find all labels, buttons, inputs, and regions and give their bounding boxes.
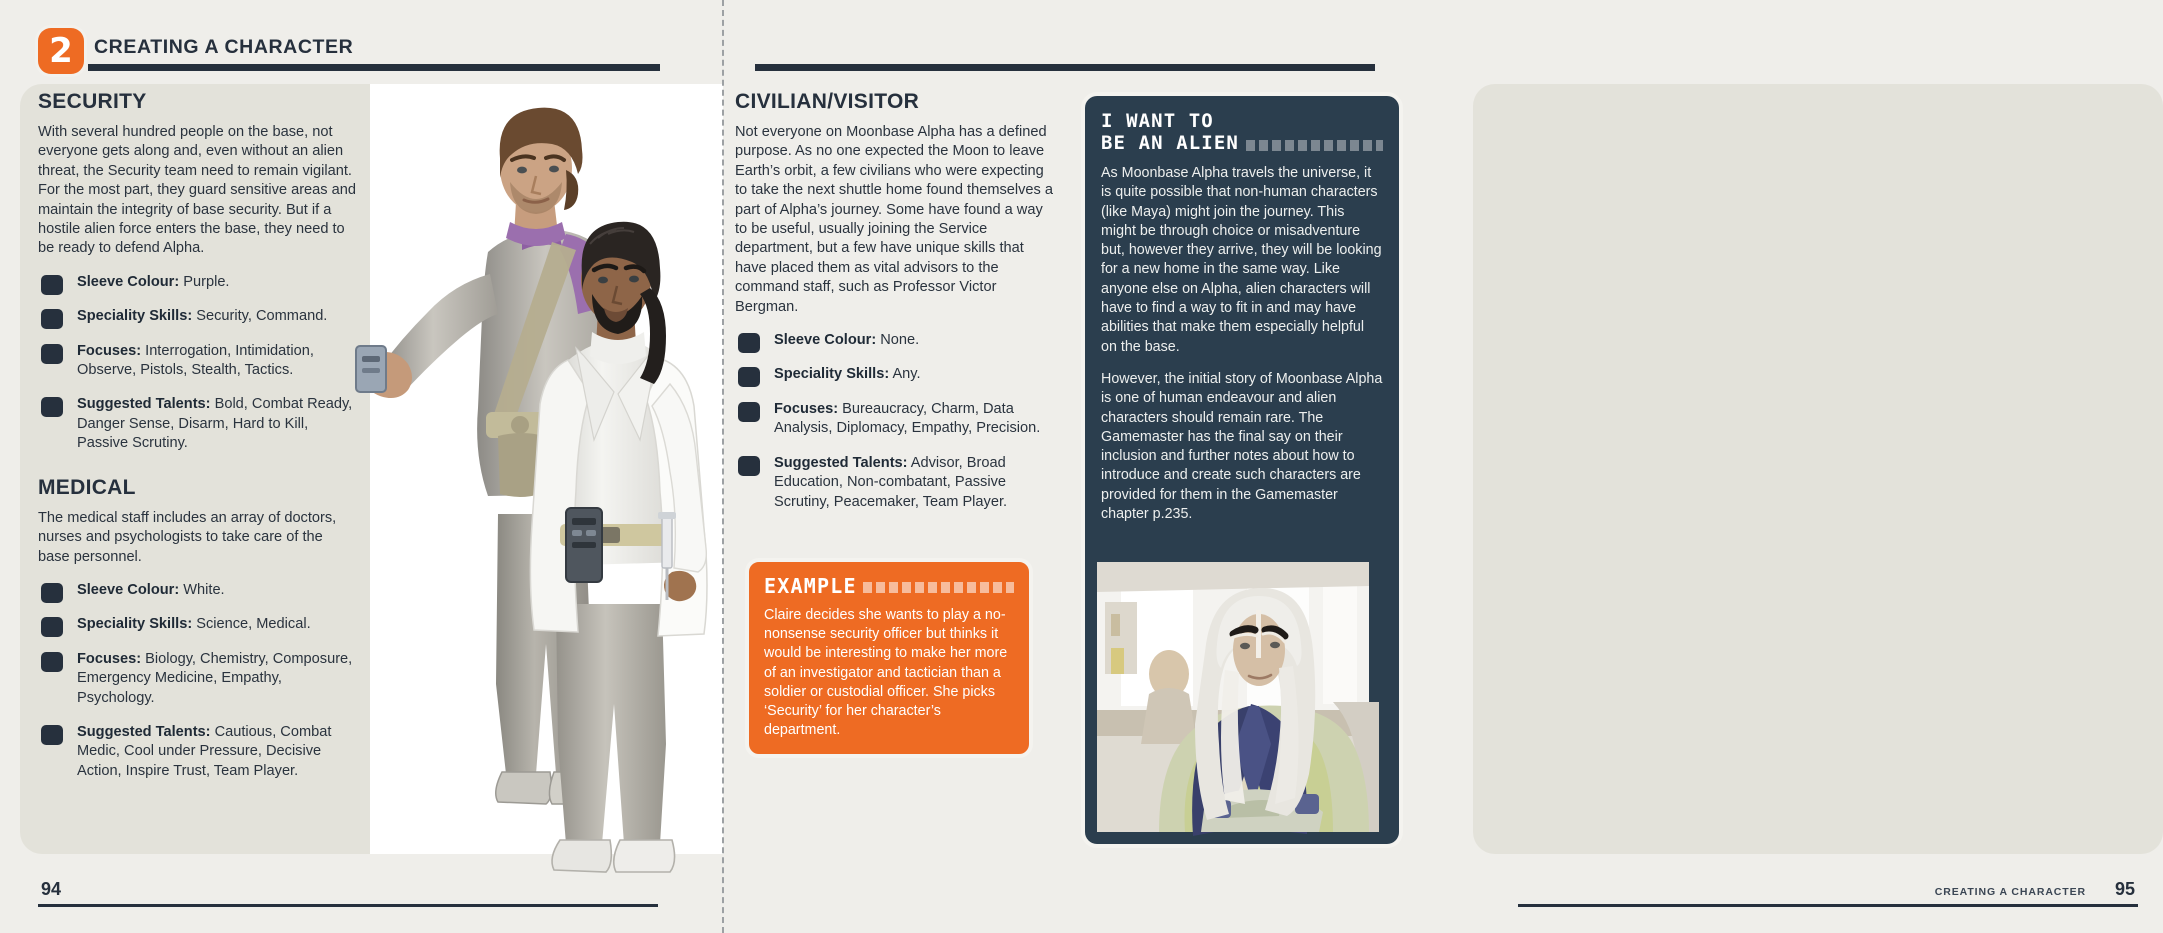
bullet-square-icon	[41, 652, 63, 672]
header-rule-right	[755, 64, 1375, 71]
section-body-medical: The medical staff includes an array of doctors, nurses and psychologists to take care of the base personnel.	[38, 509, 337, 565]
security-medical-column	[38, 90, 356, 796]
bullet-label: Suggested Talents:	[77, 396, 211, 413]
chapter-number-badge: 2	[38, 28, 84, 74]
section-heading-civilian: CIVILIAN/VISITOR	[735, 90, 920, 113]
list-item	[38, 650, 356, 708]
example-body-text: Claire decides she wants to play a no-nonsense security officer but thinks it would be interesting to make her more of an investigator and tactician than a soldier or custodial officer. She picks ‘Security’ for her character’s department.	[764, 607, 1008, 739]
sidebar-paragraph-2: However, the initial story of Moonbase Alpha is one of human endeavour and alien characters should remain rare. The Gamemaster has the final say on their inclusion and further notes about how to introduce and create such characters are provided for them in the Gamemaster chapter p.235.	[1101, 370, 1383, 523]
sidebar-dash-decoration	[1246, 140, 1383, 151]
list-item	[38, 615, 356, 634]
bullet-value: Science, Medical.	[196, 616, 311, 633]
bullet-square-icon	[738, 367, 760, 387]
list-item	[38, 581, 356, 600]
right-page	[723, 0, 2135, 933]
list-item	[735, 400, 1055, 439]
bullet-label: Sleeve Colour:	[77, 581, 180, 598]
bullet-square-icon	[41, 617, 63, 637]
list-item	[38, 395, 356, 453]
footer-rule-left	[38, 904, 658, 907]
sidebar-heading-line2: BE AN ALIEN	[1101, 132, 1239, 154]
list-item	[38, 307, 356, 326]
section-heading-medical: MEDICAL	[38, 475, 136, 499]
page-gutter-dashed-line	[722, 0, 724, 933]
page-number-left: 94	[41, 879, 62, 899]
sidebar-paragraph-1: As Moonbase Alpha travels the universe, it is quite possible that non-human characters (like Maya) might join the journey. This might be through choice or misadventure but, however they arrive, they will be looking for a new home in the same way. Like anyone else on Alpha, alien characters will have to find a way to fit in and may have abilities that make them especially helpful on the base.	[1101, 165, 1382, 355]
bullet-label: Speciality Skills:	[77, 308, 193, 325]
section-heading-security: SECURITY	[38, 90, 147, 113]
list-item	[735, 331, 1055, 350]
bullet-value: Cautious, Combat Medic, Cool under Pressure, Decisive Action, Inspire Trust, Team Player.	[77, 723, 332, 779]
bullet-square-icon	[41, 725, 63, 745]
footer-title: CREATING A CHARACTER	[1934, 886, 2086, 898]
illustration-field	[370, 84, 760, 854]
bullet-label: Suggested Talents:	[774, 454, 908, 471]
left-page	[0, 0, 723, 933]
example-heading-text: EXAMPLE	[764, 574, 857, 598]
running-head-title: CREATING A CHARACTER	[94, 36, 354, 58]
civilian-column	[735, 90, 1055, 527]
bullet-square-icon	[738, 333, 760, 353]
list-item	[735, 365, 1055, 384]
header-rule-left	[88, 64, 660, 71]
footer-rule-right	[1518, 904, 2138, 907]
bullet-label: Speciality Skills:	[774, 366, 890, 383]
running-head-left	[38, 31, 693, 71]
bullet-square-icon	[41, 275, 63, 295]
alien-photo-graphic	[1097, 562, 1369, 832]
footer-right	[1518, 877, 2138, 907]
bullet-value: Security, Command.	[196, 308, 328, 325]
sidebar-heading-line1: I WANT TO	[1101, 110, 1214, 132]
bullet-value: Purple.	[183, 273, 230, 290]
example-header	[764, 574, 1014, 598]
sidebar-heading-row	[1101, 132, 1383, 154]
bullet-label: Focuses:	[77, 342, 142, 359]
alien-character-photo	[1097, 562, 1369, 832]
section-body-civilian: Not everyone on Moonbase Alpha has a defined purpose. As no one expected the Moon to leave Earth’s orbit, a few civilians who were expecting to take the next shuttle home found themselves a part of Alpha’s journey. Some have found a way to be useful, usually joining the Service department, but a few have unique skills that have placed them as vital advisors to the command staff, such as Professor Victor Bergman.	[735, 124, 1054, 315]
right-content-panel	[1473, 84, 2163, 854]
bullet-label: Speciality Skills:	[77, 616, 193, 633]
sidebar-header	[1101, 110, 1383, 154]
bullet-label: Focuses:	[77, 650, 142, 667]
bullet-value: Bold, Combat Ready, Danger Sense, Disarm, Hard to Kill, Passive Scrutiny.	[77, 396, 353, 452]
two-characters-illustration	[370, 84, 760, 854]
bullet-value: Biology, Chemistry, Composure, Emergency Medicine, Empathy, Psychology.	[77, 650, 353, 706]
list-item	[38, 723, 356, 781]
list-item	[38, 273, 356, 292]
bullet-value: Bureaucracy, Charm, Data Analysis, Diplomacy, Empathy, Precision.	[774, 400, 1041, 437]
bullet-square-icon	[41, 397, 63, 417]
bullet-value: White.	[183, 581, 225, 598]
section-body-security: With several hundred people on the base, not everyone gets along and, even without an alien threat, the Security team need to remain vigilant. For the most part, they guard sensitive areas and maintain the integrity of base security. But if a hostile alien force enters the base, they need to be ready to defend Alpha.	[38, 124, 356, 257]
bullet-square-icon	[738, 402, 760, 422]
example-dash-decoration	[863, 582, 1014, 593]
bullet-square-icon	[41, 344, 63, 364]
list-item	[735, 454, 1055, 512]
page-number-right: 95	[2114, 879, 2135, 899]
bullet-value: Advisor, Broad Education, Non-combatant, Passive Scrutiny, Peacemaker, Team Player.	[774, 454, 1008, 510]
bullet-square-icon	[738, 456, 760, 476]
bullet-value: Any.	[892, 366, 921, 383]
bullet-value: Interrogation, Intimidation, Observe, Pistols, Stealth, Tactics.	[77, 342, 314, 379]
bullet-label: Sleeve Colour:	[774, 332, 877, 349]
bullet-label: Suggested Talents:	[77, 723, 211, 740]
i-want-to-be-an-alien-sidebar	[1081, 92, 1403, 848]
civilian-bullet-list	[735, 331, 1055, 512]
security-bullet-list	[38, 273, 356, 454]
bullet-square-icon	[41, 583, 63, 603]
footer-left	[38, 877, 658, 907]
bullet-value: None.	[880, 332, 920, 349]
bullet-square-icon	[41, 309, 63, 329]
example-callout-box	[745, 558, 1033, 758]
bullet-label: Sleeve Colour:	[77, 273, 180, 290]
list-item	[38, 342, 356, 381]
bullet-label: Focuses:	[774, 400, 839, 417]
medical-bullet-list	[38, 581, 356, 781]
